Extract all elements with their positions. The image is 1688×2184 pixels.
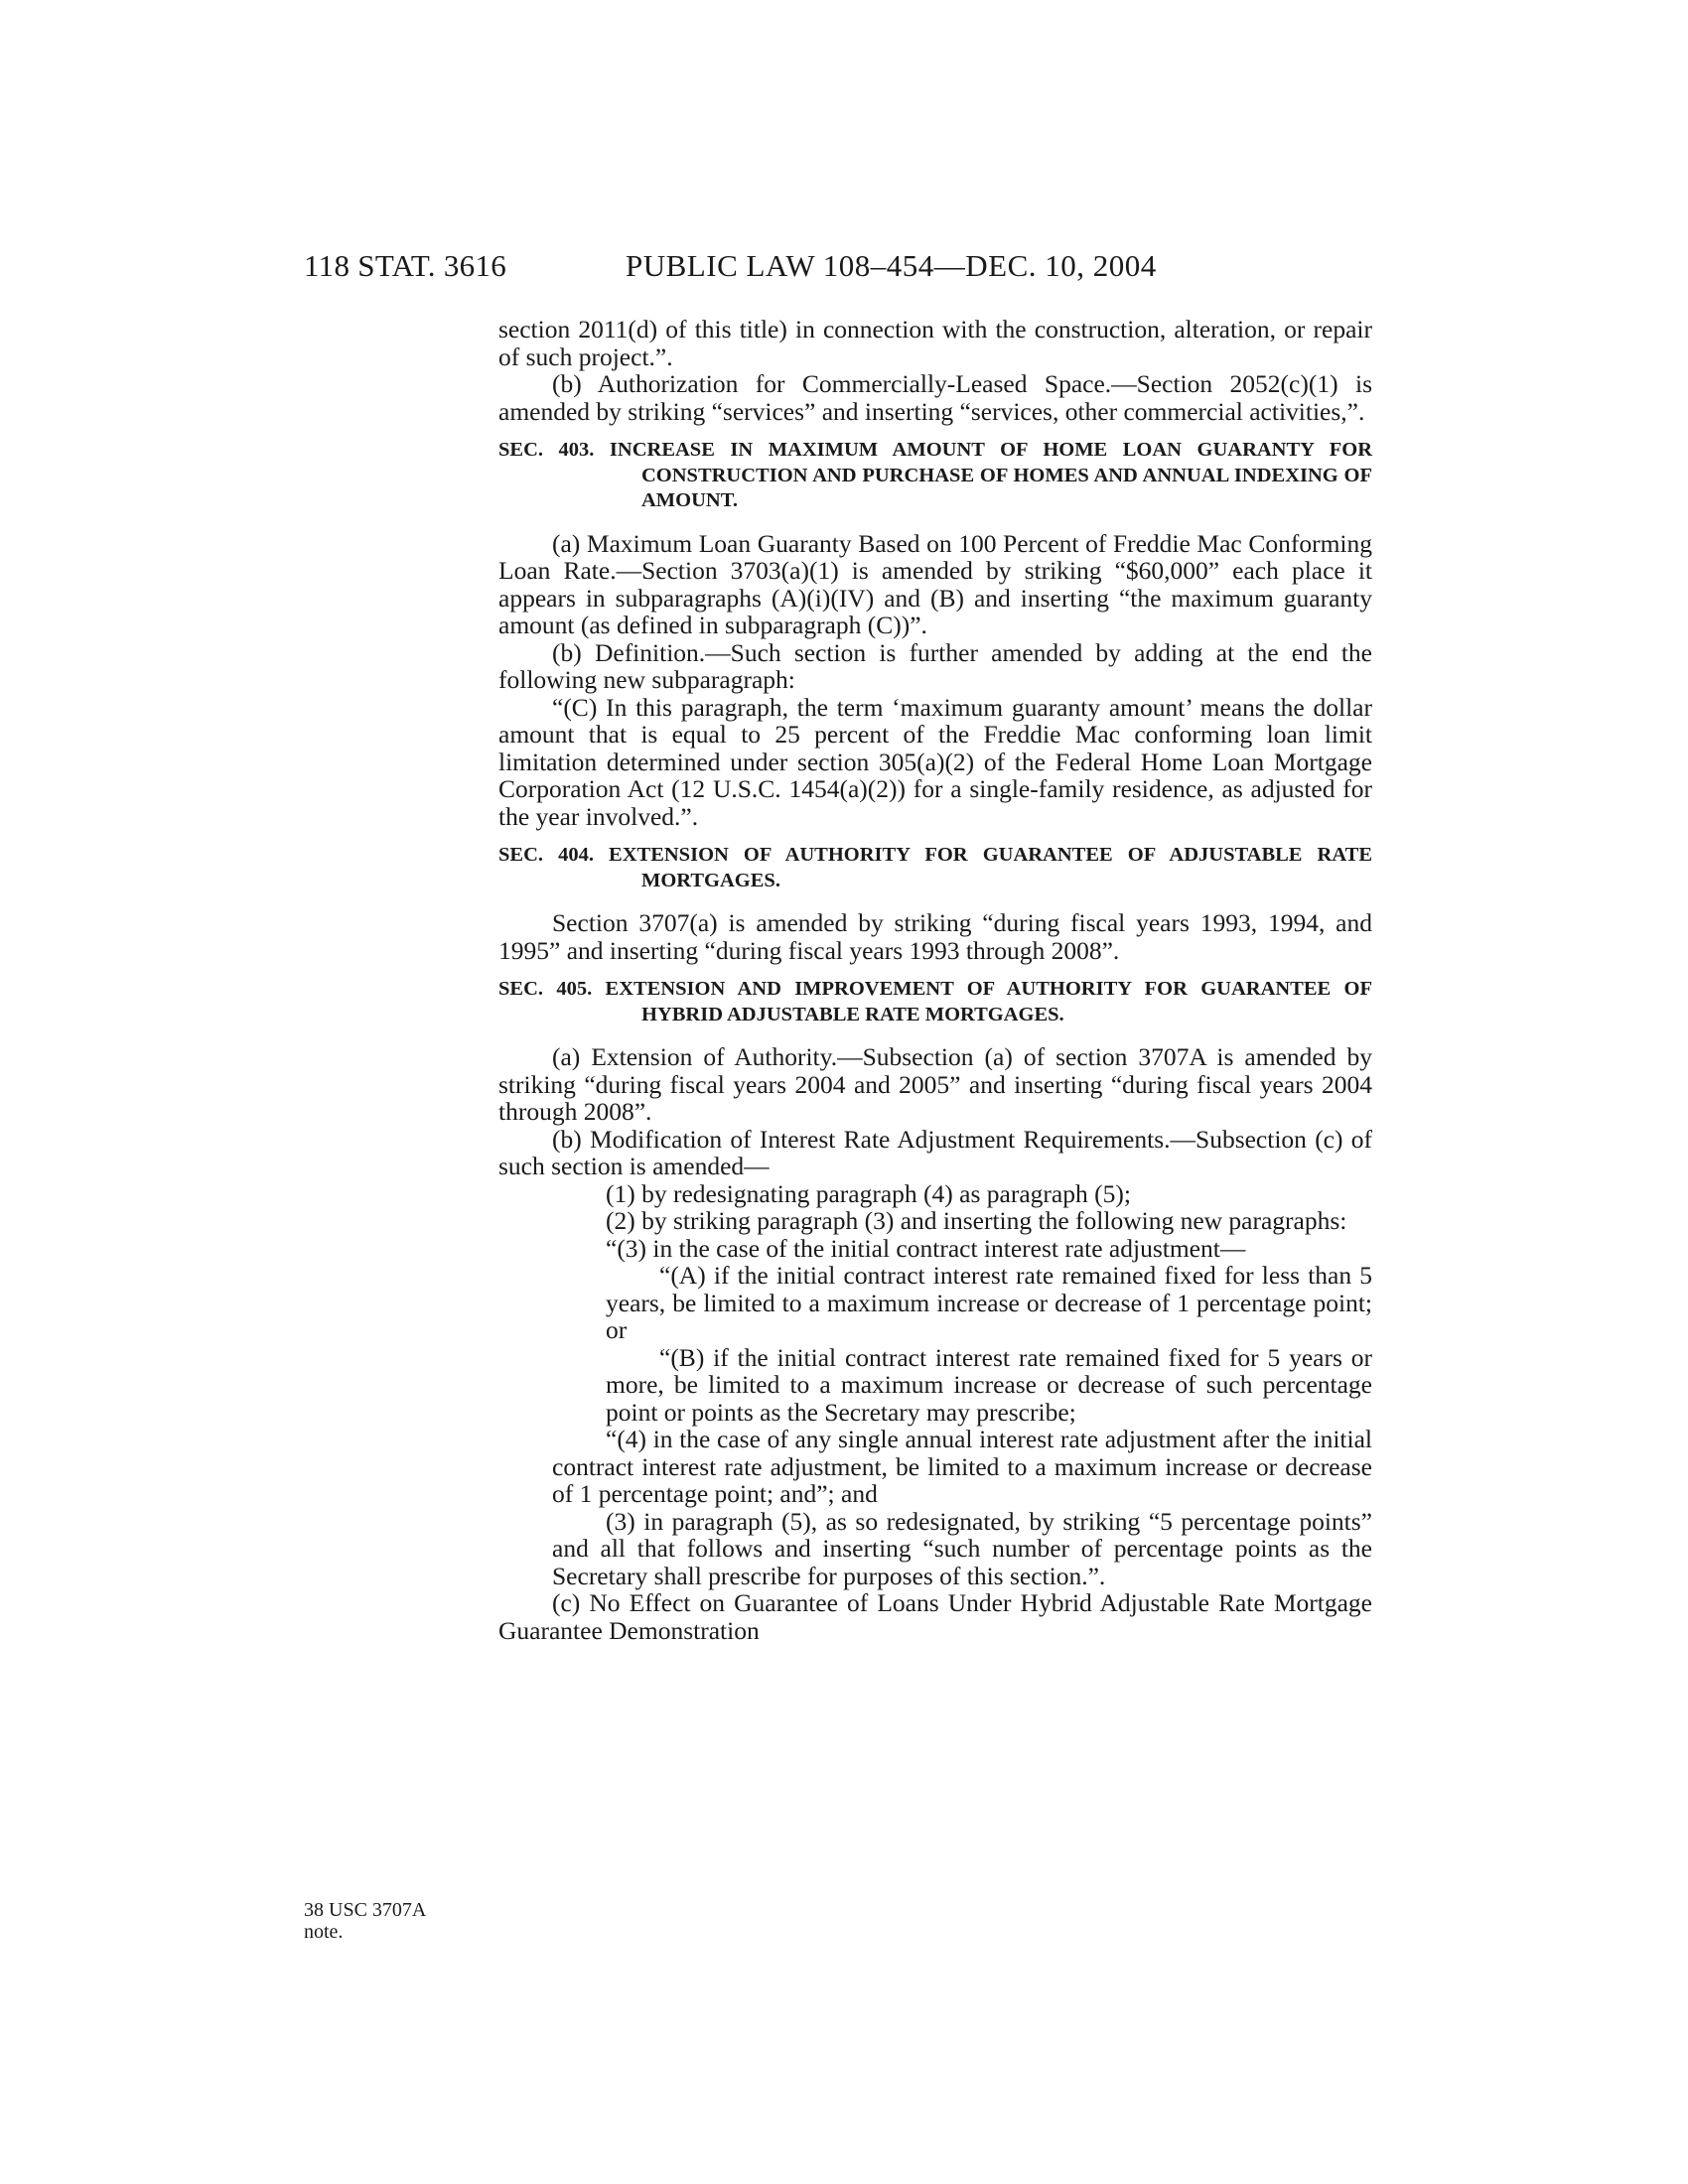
clause-a-less-than-5-years: “(A) if the initial contract interest rate remained fixed for less than 5 years, be limited to a maximum increase or decrease of 1 percentage point; or <box>606 1261 1372 1344</box>
public-law-title: PUBLIC LAW 108–454—DEC. 10, 2004 <box>626 248 1157 283</box>
paragraph-definition: (b) Definition.—Such section is further amended by adding at the end the following new subparagraph: <box>498 637 1372 694</box>
paragraph-subparagraph-c: “(C) In this paragraph, the term ‘maximum guaranty amount’ means the dollar amount that is equal to 25 percent of the Freddie Mac conforming loan limit limitation determined under section 305(a)(2) of the Federal Home Loan Mortgage Corporation Act (12 U.S.C. 1454(a)(2)) for a single-family residence, as adjusted for the year involved.”. <box>498 692 1372 831</box>
paragraph-continuation: section 2011(d) of this title) in connection with the construction, alteration, or repair of such project.”. <box>498 315 1372 371</box>
clause-3-initial-adjustment: “(3) in the case of the initial contract interest rate adjustment— <box>606 1233 1246 1263</box>
paragraph-extension-of-authority: (a) Extension of Authority.—Subsection (a) of section 3707A is amended by striking “during fiscal years 2004 and 2005” and inserting “during fiscal years 2004 through 2008”. <box>498 1042 1372 1126</box>
margin-note <box>304 1899 426 1943</box>
clause-4-annual-adjustment: “(4) in the case of any single annual interest rate adjustment after the initial contract interest rate adjustment, be limited to a maximum increase or decrease of 1 percentage point; and”; and <box>552 1425 1372 1508</box>
stat-citation: 118 STAT. 3616 <box>304 248 507 283</box>
paragraph-no-effect-on-guarantee: (c) No Effect on Guarantee of Loans Under Hybrid Adjustable Rate Mortgage Guarantee Demonstration <box>498 1588 1372 1645</box>
clause-3-paragraph-5: (3) in paragraph (5), as so redesignated, by striking “5 percentage points” and all that follows and inserting “such number of percentage points as the Secretary shall prescribe for purposes of this section.”. <box>552 1506 1372 1590</box>
margin-note-label: note. <box>304 1921 344 1943</box>
section-404-heading: SEC. 404. EXTENSION OF AUTHORITY FOR GUARANTEE OF ADJUSTABLE RATE MORTGAGES. <box>498 844 1372 891</box>
clause-1-redesignating: (1) by redesignating paragraph (4) as paragraph (5); <box>606 1178 1131 1208</box>
clause-2-striking: (2) by striking paragraph (3) and inserting the following new paragraphs: <box>606 1206 1347 1235</box>
paragraph-section-3707a: Section 3707(a) is amended by striking “during fiscal years 1993, 1994, and 1995” and inserting “during fiscal years 1993 through 2008”. <box>498 908 1372 965</box>
clause-b-5-years-or-more: “(B) if the initial contract interest rate remained fixed for 5 years or more, be limited to a maximum increase or decrease of such percentage point or points as the Secretary may prescribe; <box>606 1342 1372 1427</box>
margin-note-citation: 38 USC 3707A <box>304 1899 427 1921</box>
section-403-heading: SEC. 403. INCREASE IN MAXIMUM AMOUNT OF HOME LOAN GUARANTY FOR CONSTRUCTION AND PURCHASE OF HOMES AND ANNUAL INDEXING OF AMOUNT. <box>498 439 1372 511</box>
section-405-heading: SEC. 405. EXTENSION AND IMPROVEMENT OF AUTHORITY FOR GUARANTEE OF HYBRID ADJUSTABLE RATE MORTGAGES. <box>498 978 1372 1025</box>
paragraph-modification-interest-rate: (b) Modification of Interest Rate Adjustment Requirements.—Subsection (c) of such section is amended— <box>498 1124 1372 1180</box>
paragraph-maximum-loan-guaranty: (a) Maximum Loan Guaranty Based on 100 Percent of Freddie Mac Conforming Loan Rate.—Section 3703(a)(1) is amended by striking “$60,000” each place it appears in subparagraphs (A)(i)(IV) and (B) and inserting “the maximum guaranty amount (as defined in subparagraph (C))”. <box>498 528 1372 639</box>
paragraph-authorization-commercially-leased-space: (b) Authorization for Commercially-Leased Space.—Section 2052(c)(1) is amended by striking “services” and inserting “services, other commercial activities,”. <box>498 369 1372 426</box>
page-header <box>0 248 1688 288</box>
statute-body <box>498 316 1372 1644</box>
